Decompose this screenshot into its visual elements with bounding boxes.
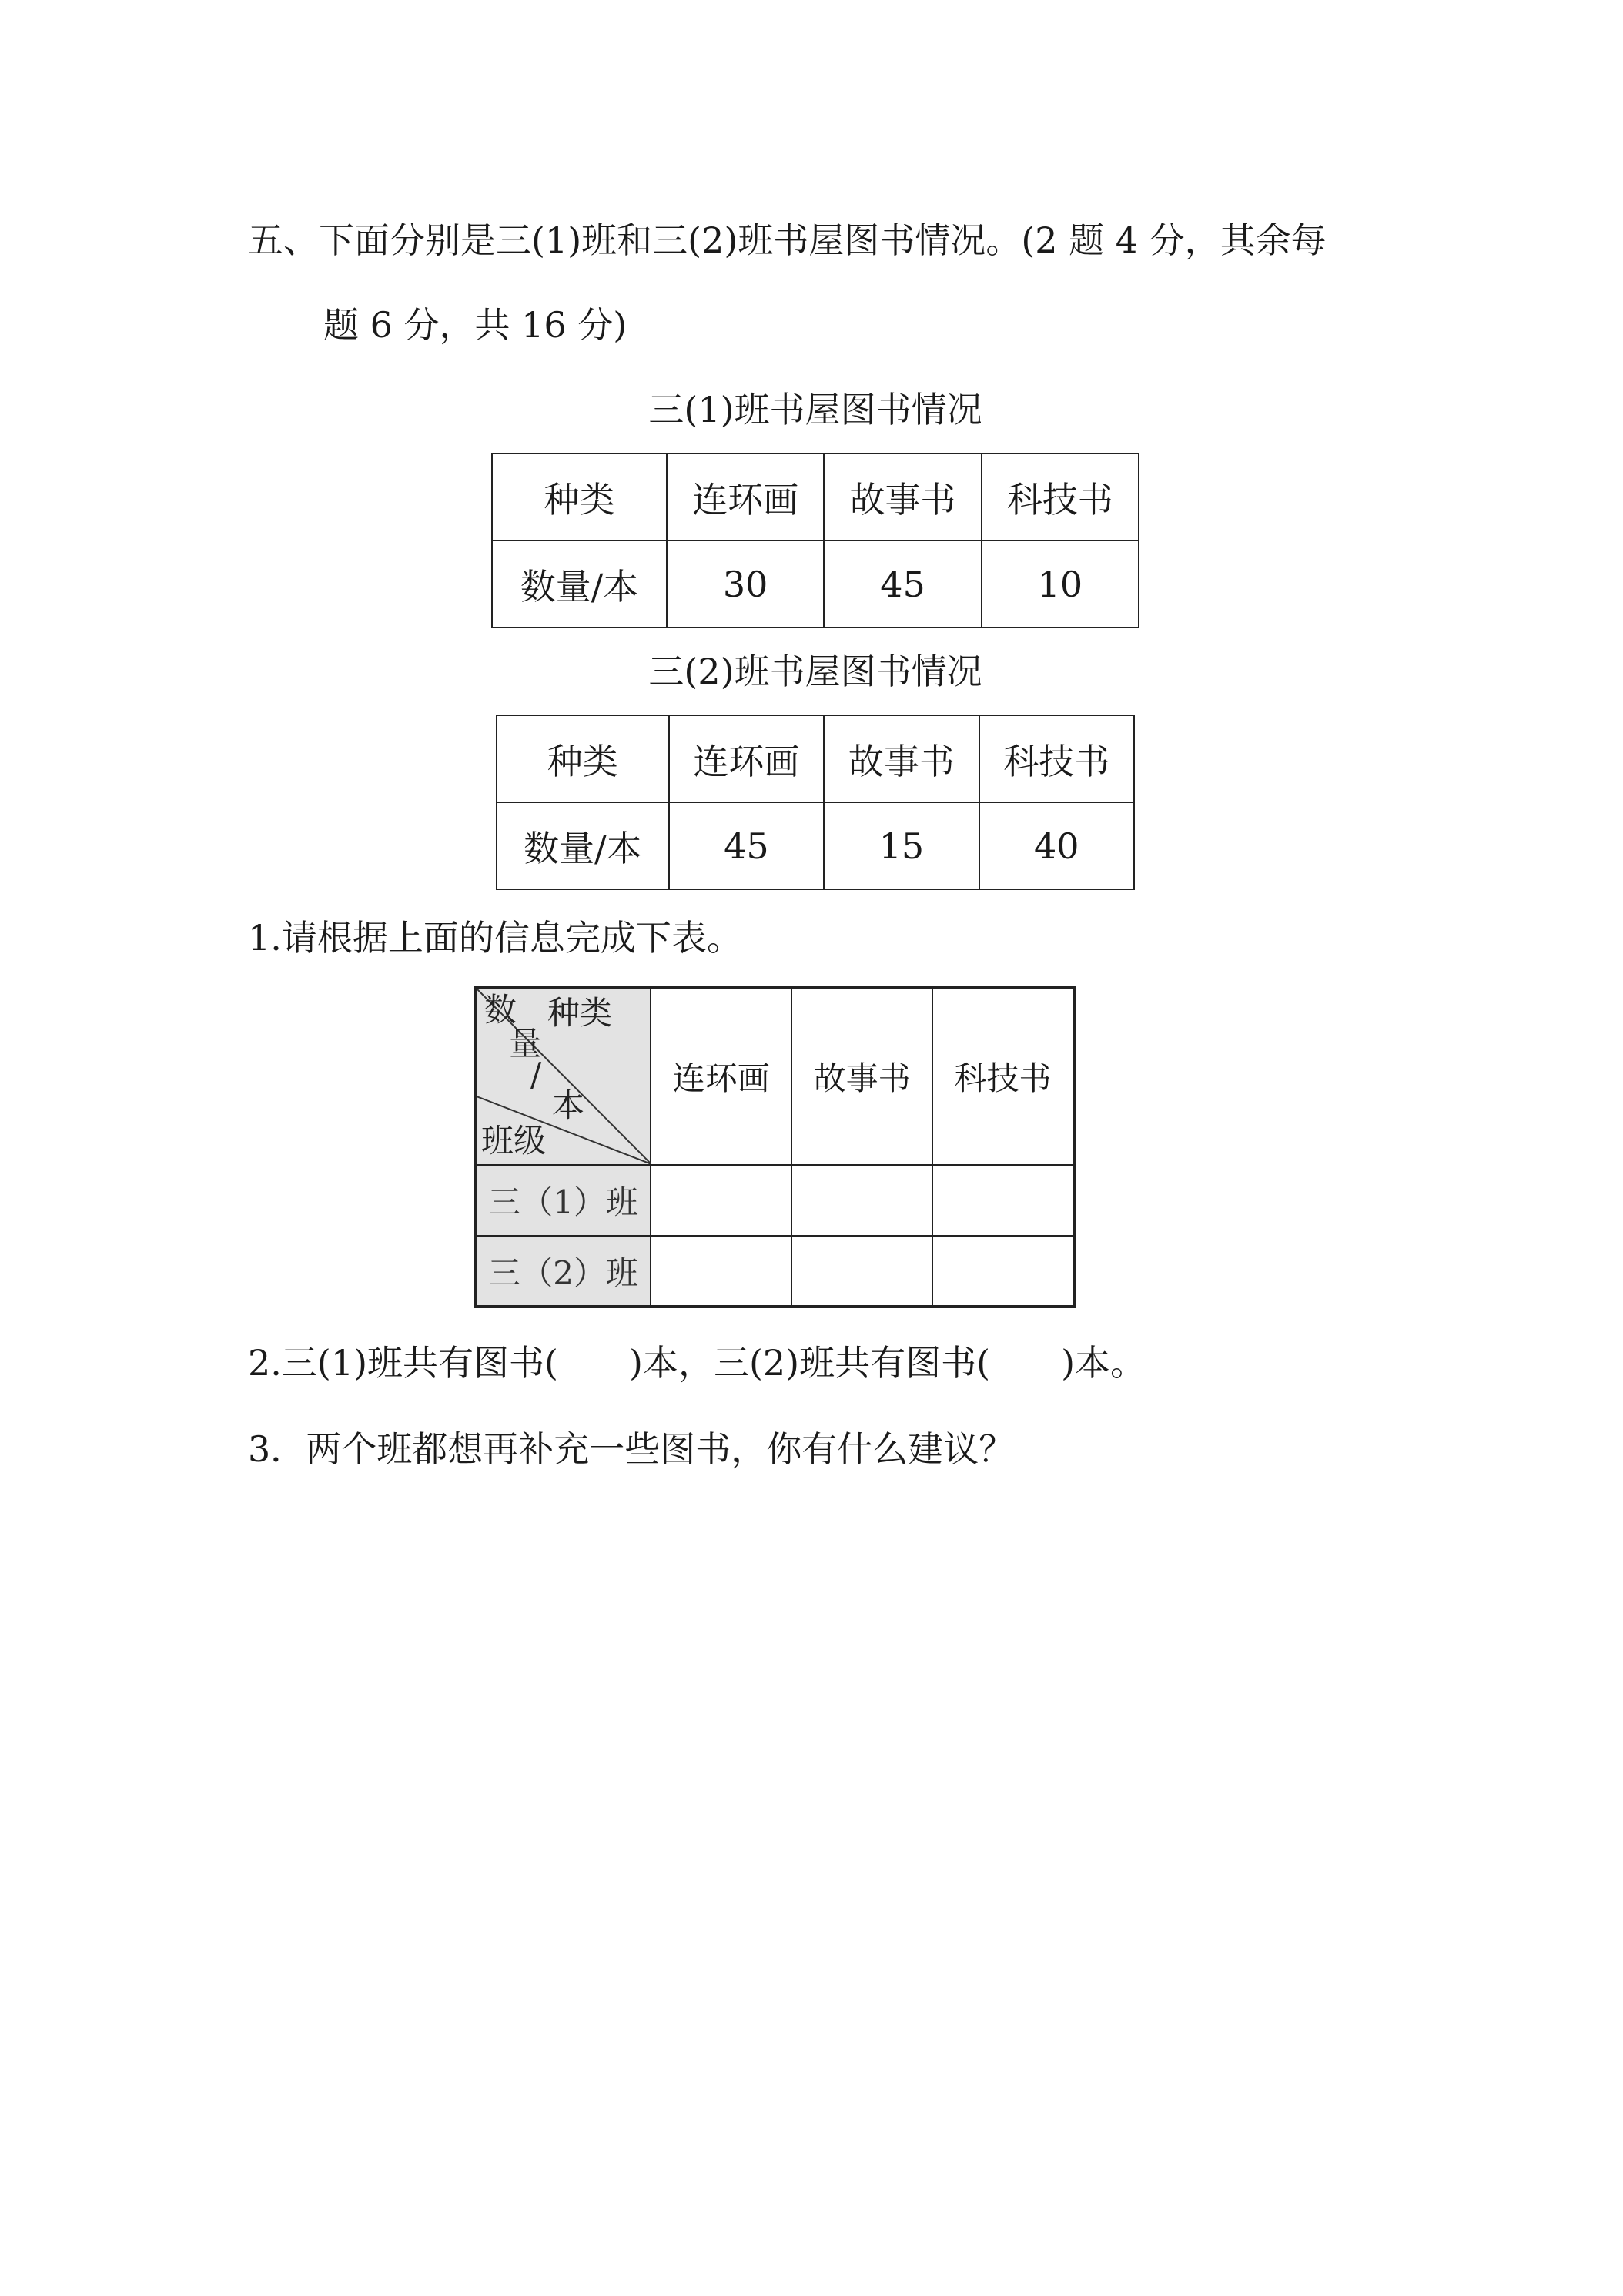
table-cell: 45: [824, 541, 981, 628]
table-header-cell: 故事书: [824, 715, 979, 802]
table-cell: 15: [824, 802, 979, 889]
section-heading-line1: 五、下面分别是三(1)班和三(2)班书屋图书情况。(2 题 4 分，其余每: [248, 219, 1327, 261]
row-label-class2: 三（2）班: [475, 1236, 651, 1307]
table-header-cell: 连环画: [667, 454, 824, 541]
question-3-text: 3．两个班都想再补充一些图书，你有什么建议？: [248, 1428, 1015, 1470]
corner-label-ben: 本: [552, 1086, 585, 1124]
table2-title: 三(2)班书屋图书情况: [648, 651, 982, 692]
table-header-cell: 故事书: [824, 454, 981, 541]
row-label-class1: 三（1）班: [475, 1165, 651, 1236]
table-cell: 30: [667, 541, 824, 628]
table-row-label: 数量/本: [497, 802, 669, 889]
question-2-part2: )本，三(2)班共有图书(: [629, 1342, 991, 1384]
table-cell: 40: [979, 802, 1134, 889]
table-row-label: 数量/本: [492, 541, 667, 628]
diagonal-header-cell: [475, 987, 651, 1165]
table-header-cell: 种类: [497, 715, 669, 802]
question-2: [248, 1340, 1146, 1386]
table-row: [492, 454, 1139, 541]
table-header-cell: 科技书: [982, 454, 1139, 541]
table-row: [475, 1165, 1074, 1236]
corner-label-zhonglei: 种类: [547, 994, 613, 1032]
table-header-cell: 科技书: [979, 715, 1134, 802]
table-row: [497, 802, 1134, 889]
class1-books-table: [491, 453, 1139, 628]
answer-cell[interactable]: [791, 1165, 932, 1236]
column-header: 连环画: [651, 987, 791, 1165]
class2-books-table: [496, 715, 1135, 890]
answer-cell[interactable]: [932, 1236, 1074, 1307]
table1-title: 三(1)班书屋图书情况: [648, 389, 982, 430]
section-heading-line2: 题 6 分，共 16 分): [323, 304, 627, 346]
corner-label-liang: 量: [509, 1025, 542, 1063]
table-row: [475, 987, 1074, 1165]
answer-cell[interactable]: [791, 1236, 932, 1307]
column-header: 故事书: [791, 987, 932, 1165]
table-row: [492, 541, 1139, 628]
table-cell: 10: [982, 541, 1139, 628]
answer-cell[interactable]: [932, 1165, 1074, 1236]
question-1-text: 1.请根据上面的信息完成下表。: [248, 917, 742, 959]
table-header-cell: 种类: [492, 454, 667, 541]
table-row: [475, 1236, 1074, 1307]
table-cell: 45: [669, 802, 824, 889]
corner-label-banji: 班级: [481, 1122, 547, 1160]
answer-cell[interactable]: [651, 1165, 791, 1236]
corner-label-shu: 数: [484, 991, 517, 1029]
table-header-cell: 连环画: [669, 715, 824, 802]
table-row: [497, 715, 1134, 802]
answer-cell[interactable]: [651, 1236, 791, 1307]
column-header: 科技书: [932, 987, 1074, 1165]
corner-label-slash: /: [530, 1056, 542, 1093]
question-2-part3: )本。: [1061, 1342, 1146, 1384]
question-2-part1: 2.三(1)班共有图书(: [248, 1342, 558, 1384]
summary-fill-table: [474, 986, 1076, 1308]
